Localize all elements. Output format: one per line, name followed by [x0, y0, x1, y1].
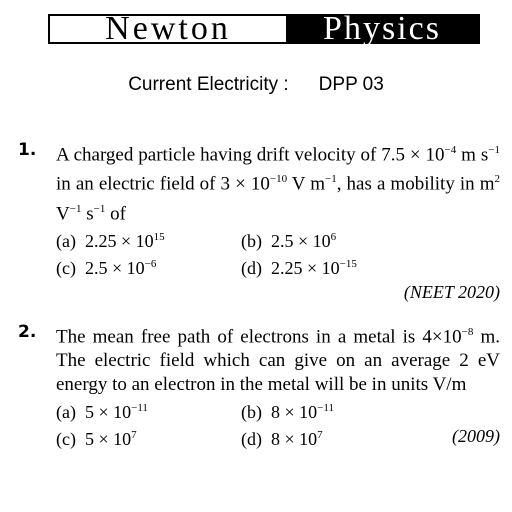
question-stem: A charged particle having drift velocity of $7.5 \times 10^{-4}$ m $s^{-1}$ in an electric field of $3 \times 10^{-10}$ V $m^{-1}$, has a mobility in $m^2$ $V^{-1}$ $s^{-1}$ of: [56, 144, 500, 224]
option-d-row: [241, 424, 500, 451]
page-title: [0, 74, 512, 96]
question-number: 1.: [18, 140, 37, 160]
question-2: [18, 320, 500, 451]
option-d[interactable]: (d) $8 \times 10^7$: [241, 429, 323, 450]
option-d[interactable]: (d) $2.25 \times 10^{-15}$: [241, 257, 357, 278]
option-c[interactable]: (c) $2.5 \times 10^{-6}$: [56, 257, 157, 278]
question-1: [18, 138, 500, 304]
option-b[interactable]: (b) $2.5 \times 10^6$: [241, 230, 337, 251]
question-number: 2.: [18, 322, 37, 342]
sheet-id: DPP 03: [318, 74, 384, 95]
newton-physics-logo: [48, 10, 480, 47]
logo-physics: Physics: [286, 16, 478, 42]
options: [56, 397, 500, 451]
option-a[interactable]: (a) $5 \times 10^{-11}$: [56, 402, 148, 423]
topic-title: Current Electricity :: [128, 74, 289, 95]
question-source: (NEET 2020): [403, 281, 500, 302]
options: [56, 226, 500, 280]
logo-newton: Newton: [50, 16, 286, 42]
option-b[interactable]: (b) $8 \times 10^{-11}$: [241, 402, 334, 423]
question-source: (2009): [452, 426, 500, 447]
option-a[interactable]: (a) $2.25 \times 10^{15}$: [56, 230, 165, 251]
option-c[interactable]: (c) $5 \times 10^7$: [56, 429, 137, 450]
question-stem: The mean free path of electrons in a metal is $4\times 10^{-8}$ m. The electric field which can give on an average 2 eV energy to an electron in the metal will be in units V/m: [56, 326, 501, 396]
